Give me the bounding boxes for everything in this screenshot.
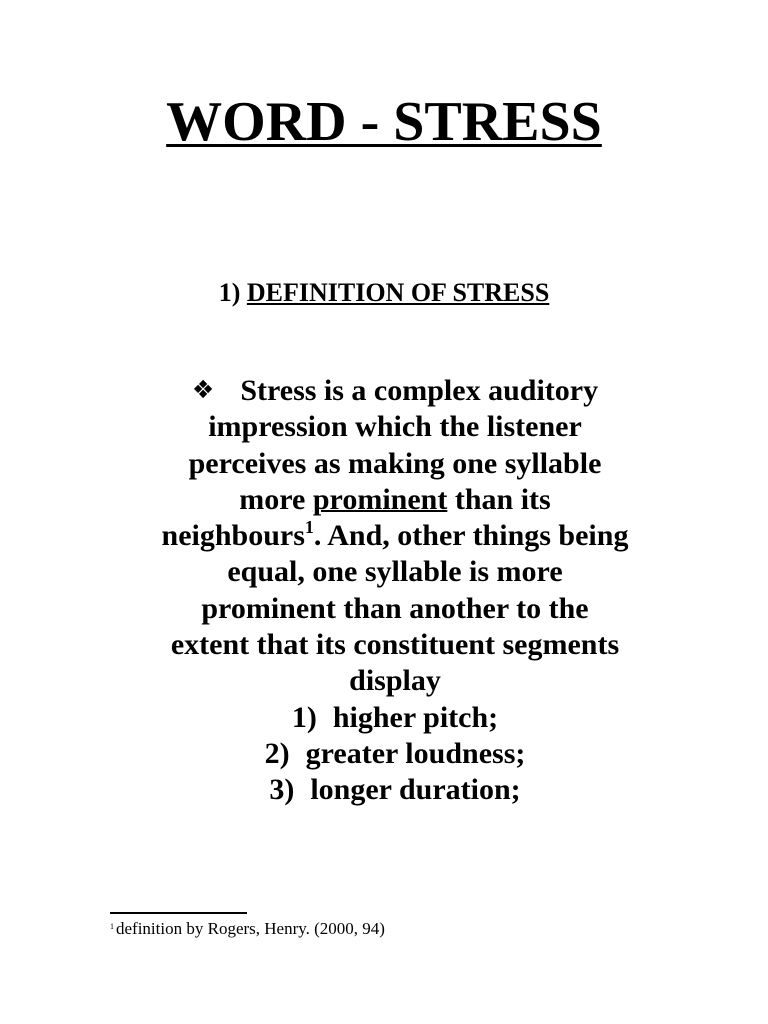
paragraph-line: display: [349, 664, 441, 698]
paragraph-text: than its: [447, 482, 551, 516]
footnote-divider: [110, 912, 247, 914]
paragraph-line: [120, 482, 670, 518]
section-number: 1): [218, 278, 241, 307]
list-number: 2): [264, 736, 290, 770]
list-item: [120, 700, 670, 736]
definition-paragraph: [120, 372, 670, 809]
paragraph-text: more: [239, 482, 313, 516]
list-item: [120, 736, 670, 772]
paragraph-line: equal, one syllable is more: [227, 555, 563, 589]
paragraph-line: [120, 372, 670, 409]
page-title-text: WORD - STRESS: [166, 91, 602, 153]
paragraph-line: impression which the listener: [208, 410, 582, 444]
paragraph-line: [120, 518, 670, 554]
page-title: [0, 86, 768, 158]
paragraph-line: prominent than another to the: [201, 591, 589, 625]
list-item: [120, 772, 670, 808]
paragraph-text: Stress is a complex auditory: [240, 374, 599, 407]
four-diamond-bullet-icon: ❖: [191, 375, 215, 404]
footnote-reference: 1: [304, 517, 314, 538]
list-text: greater loudness;: [305, 736, 526, 770]
list-number: 3): [269, 773, 295, 807]
footnote-marker: 1: [110, 922, 114, 931]
paragraph-text: . And, other things being: [313, 519, 629, 553]
list-number: 1): [291, 700, 317, 734]
section-heading-text: DEFINITION OF STRESS: [246, 278, 550, 307]
paragraph-line: perceives as making one syllable: [188, 446, 602, 480]
footnote: [110, 918, 670, 940]
underlined-word: prominent: [312, 482, 448, 516]
list-text: longer duration;: [310, 773, 521, 807]
list-text: higher pitch;: [332, 700, 499, 734]
paragraph-line: extent that its constituent segments: [170, 628, 620, 662]
paragraph-text: neighbours: [161, 519, 305, 553]
footnote-text: definition by Rogers, Henry. (2000, 94): [116, 919, 385, 938]
section-heading: [0, 276, 768, 310]
